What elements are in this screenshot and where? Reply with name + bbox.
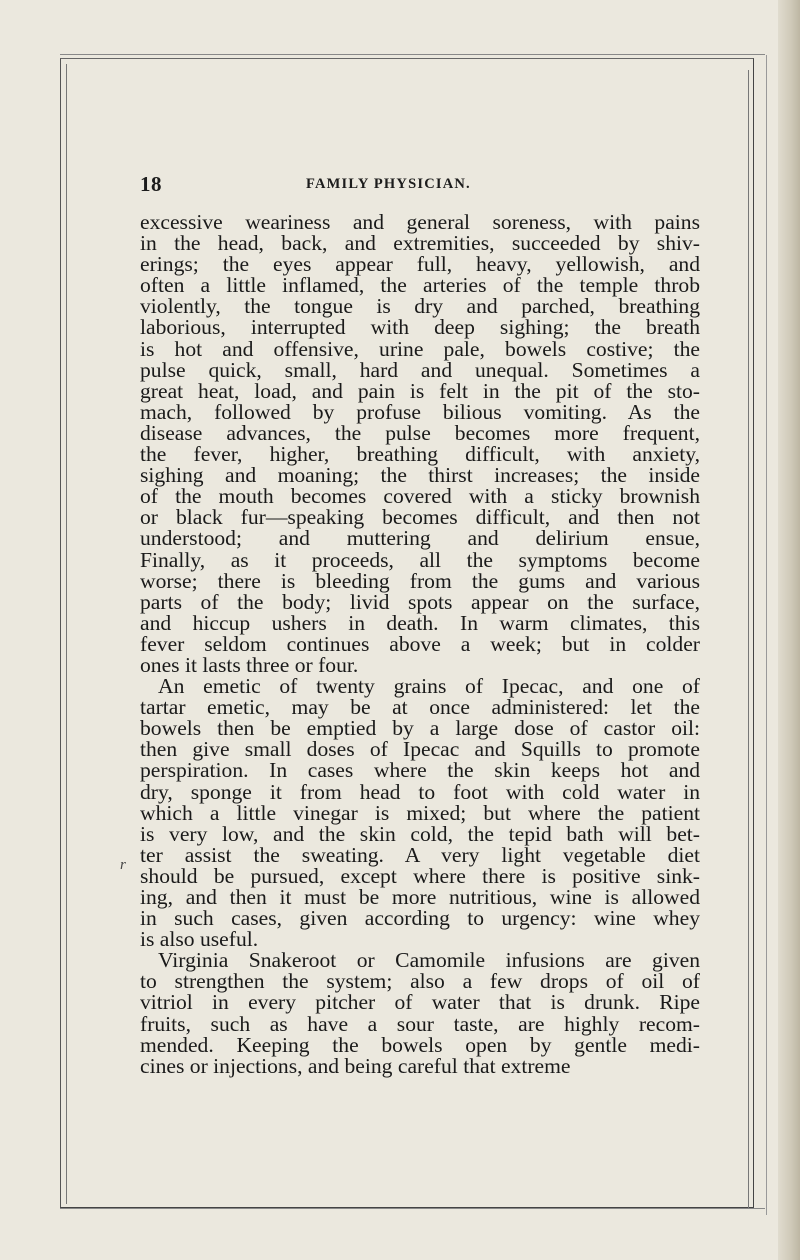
frame-line bbox=[60, 1208, 765, 1209]
text-line: laborious, interrupted with deep sighing; the breath bbox=[140, 315, 700, 340]
text-line: is also useful. bbox=[140, 927, 259, 952]
frame-line bbox=[60, 54, 765, 55]
text-line: understood; and muttering and delirium ensue, bbox=[140, 526, 700, 551]
text-line: then give small doses of Ipecac and Squills to promote bbox=[140, 737, 700, 762]
text-line: An emetic of twenty grains of Ipecac, and one of bbox=[158, 674, 700, 699]
paragraph bbox=[140, 950, 700, 1077]
text-line: worse; there is bleeding from the gums and various bbox=[140, 568, 700, 593]
text-line: which a little vinegar is mixed; but where the patient bbox=[140, 800, 700, 825]
body-text bbox=[140, 212, 700, 1077]
text-line: ing, and then it must be more nutritious, wine is allowed bbox=[140, 885, 700, 909]
text-line: perspiration. In cases where the skin keeps hot and bbox=[140, 758, 700, 783]
text-line: Finally, as it proceeds, all the symptoms become bbox=[140, 547, 700, 572]
frame-line bbox=[66, 64, 67, 1204]
page-number: 18 bbox=[140, 172, 162, 196]
text-line: to strengthen the system; also a few drops of oil of bbox=[140, 969, 700, 994]
text-line: disease advances, the pulse becomes more frequent, bbox=[140, 420, 700, 445]
text-line: mended. Keeping the bowels open by gentle medi- bbox=[140, 1032, 700, 1057]
text-line: excessive weariness and general soreness, with pains bbox=[140, 210, 700, 234]
text-line: vitriol in every pitcher of water that is drunk. Ripe bbox=[140, 990, 700, 1015]
text-line: Virginia Snakeroot or Camomile infusions are given bbox=[158, 948, 700, 973]
text-line: pulse quick, small, hard and unequal. Sometimes a bbox=[140, 357, 700, 382]
text-line: dry, sponge it from head to foot with cold water in bbox=[140, 779, 700, 804]
text-line: parts of the body; livid spots appear on the surface, bbox=[140, 589, 700, 614]
text-line: sighing and moaning; the thirst increases; the inside bbox=[140, 463, 700, 488]
frame-line bbox=[766, 55, 767, 1215]
text-line: in such cases, given according to urgency: wine whey bbox=[140, 906, 700, 931]
page-header bbox=[140, 172, 696, 196]
text-line: is hot and offensive, urine pale, bowels costive; the bbox=[140, 336, 700, 361]
text-line: should be pursued, except where there is positive sink- bbox=[140, 863, 700, 888]
text-line: of the mouth becomes covered with a sticky brownish bbox=[140, 484, 700, 509]
text-line: fruits, such as have a sour taste, are highly recom- bbox=[140, 1011, 700, 1036]
text-line: or black fur—speaking becomes difficult, and then not bbox=[140, 505, 700, 530]
text-line: violently, the tongue is dry and parched, breathing bbox=[140, 294, 700, 319]
text-line: great heat, load, and pain is felt in the pit of the sto- bbox=[140, 378, 700, 403]
text-line: is very low, and the skin cold, the tepid bath will bet- bbox=[140, 821, 700, 846]
text-line: the fever, higher, breathing difficult, with anxiety, bbox=[140, 442, 700, 467]
text-line: bowels then be emptied by a large dose of castor oil: bbox=[140, 716, 700, 741]
text-line: fever seldom continues above a week; but in colder bbox=[140, 631, 700, 656]
margin-mark: r bbox=[120, 857, 126, 873]
page-edge-shadow bbox=[778, 0, 800, 1260]
text-line: cines or injections, and being careful that extreme bbox=[140, 1053, 571, 1078]
paragraph bbox=[140, 212, 700, 676]
text-line: in the head, back, and extremities, succeeded by shiv- bbox=[140, 231, 700, 256]
text-line: erings; the eyes appear full, heavy, yellowish, and bbox=[140, 252, 700, 277]
frame-line bbox=[748, 70, 749, 1208]
paragraph bbox=[140, 676, 700, 950]
text-line: and hiccup ushers in death. In warm climates, this bbox=[140, 610, 700, 635]
running-head: FAMILY PHYSICIAN. bbox=[306, 176, 471, 192]
text-line: ter assist the sweating. A very light vegetable diet bbox=[140, 842, 700, 867]
text-line: mach, followed by profuse bilious vomiting. As the bbox=[140, 399, 700, 424]
text-line: ones it lasts three or four. bbox=[140, 652, 359, 677]
text-line: often a little inflamed, the arteries of the temple throb bbox=[140, 273, 700, 298]
text-line: tartar emetic, may be at once administered: let the bbox=[140, 695, 700, 720]
